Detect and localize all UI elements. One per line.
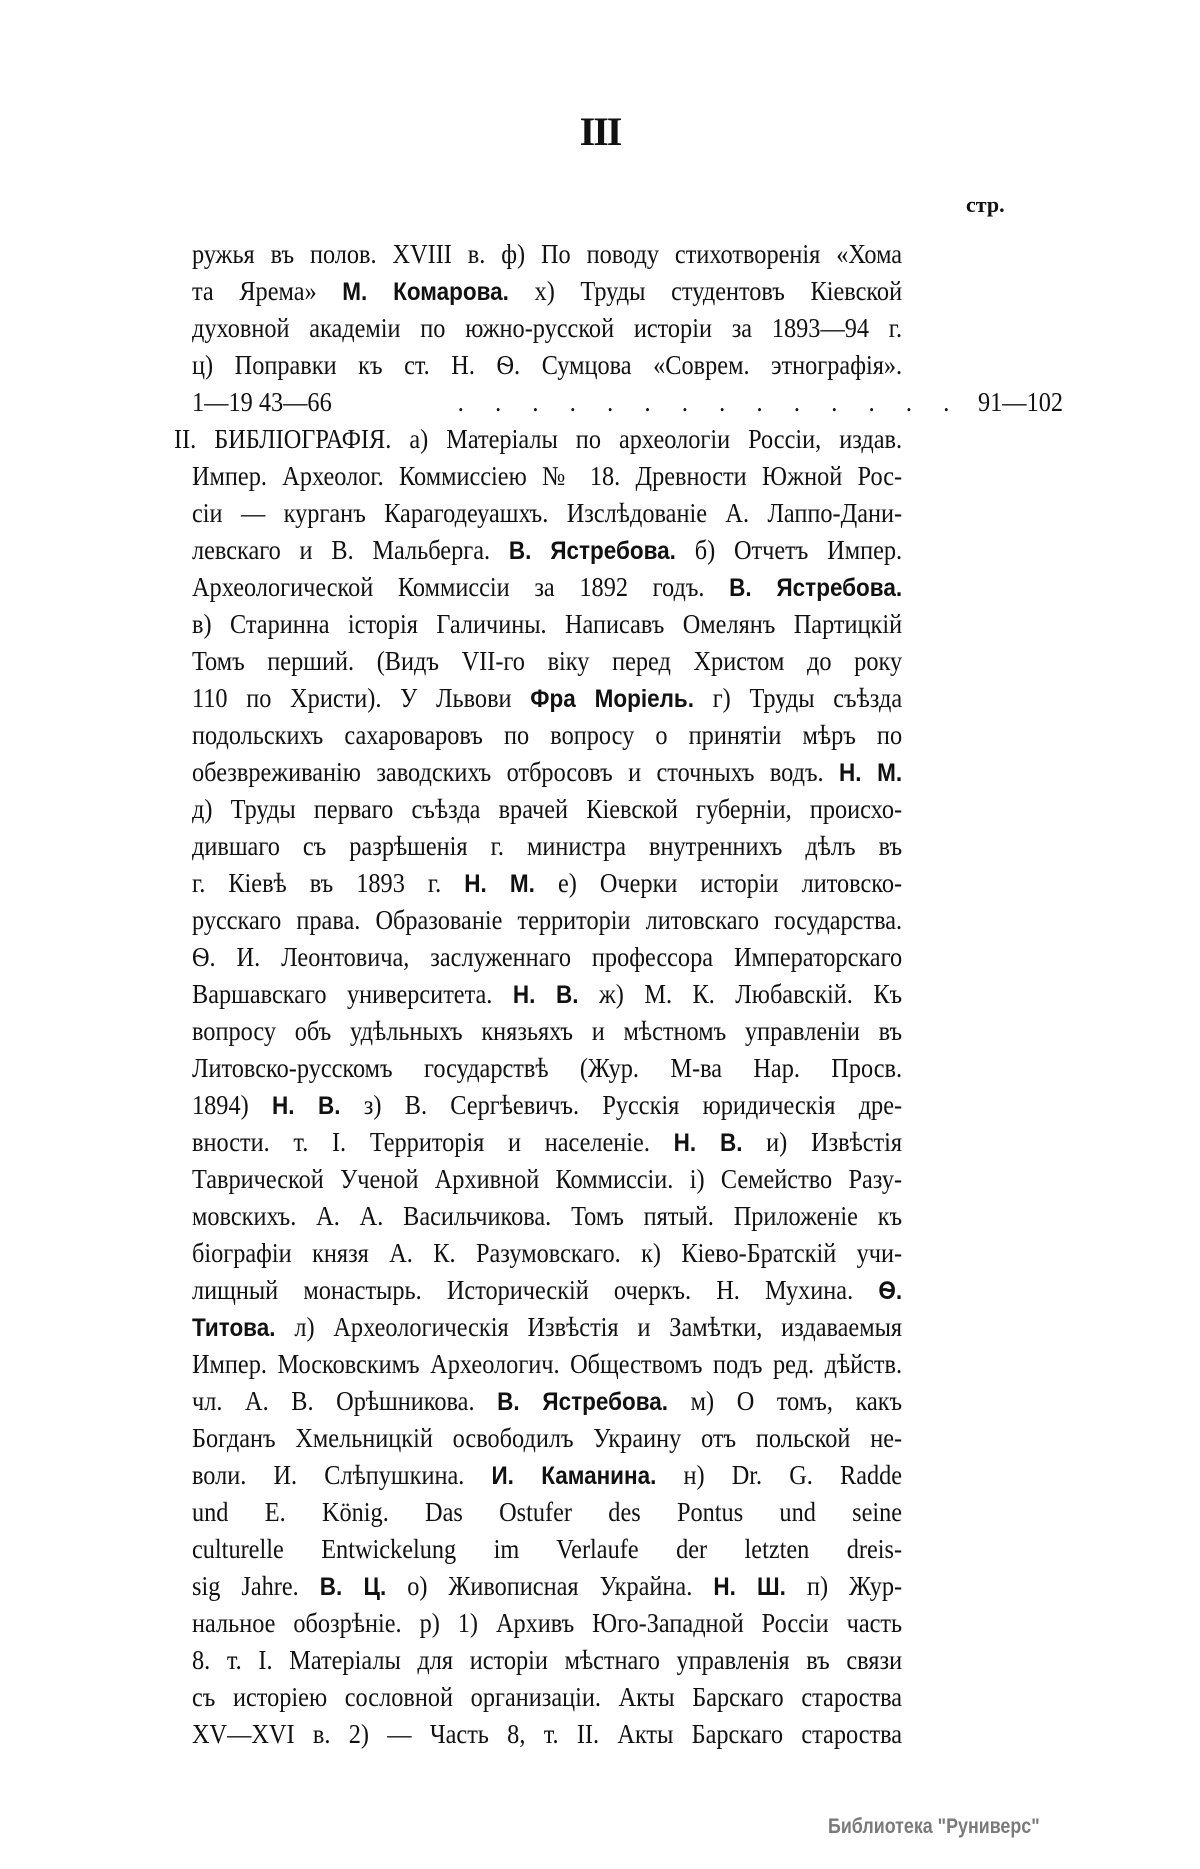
text-segment: вопросу объ удѣльныхъ князьяхъ и мѣстномъ управленіи въ [192,1016,903,1046]
text-line [192,865,902,902]
text-segment: сіи — курганъ Карагодеуашхъ. Изслѣдованіе А. Лаппо-Дани- [192,498,903,528]
text-segment: 8. т. I. Матеріалы для исторіи мѣстнаго управленія въ связи [192,1645,903,1675]
author-initials: Н. М. [839,759,903,787]
text-line [192,1124,902,1161]
text-line [192,1050,902,1087]
dot-leader: . . . . . . . . . . . . . . [457,387,962,417]
author-initials: В. Ястребова. [508,537,676,565]
author-initials: В. Ц. [319,1573,387,1601]
text-line [192,1346,902,1383]
author-initials: Н. В. [673,1129,743,1157]
page-number-roman: III [579,109,621,154]
text-segment: culturelle Entwickelung im Verlaufe der letzten dreis- [192,1534,903,1564]
text-segment: ружья въ полов. XVIII в. ф) По поводу стихотворенія «Хома [192,239,903,269]
text-line [192,1605,902,1642]
author-initials: И. Каманина. [491,1462,657,1490]
text-segment: духовной академіи по южно-русской исторіи за 1893—94 г. [192,313,903,343]
text-line [192,976,902,1013]
text-segment: л) Археологическія Извѣстія и Замѣтки, издаваемыя [275,1312,903,1342]
text-line [192,1198,902,1235]
text-line [192,569,902,606]
text-segment: та Ярема» [192,276,343,306]
text-line [192,791,902,828]
text-segment: о) Живописная Украйна. [386,1571,714,1601]
text-line [192,606,902,643]
text-segment: нальное обозрѣніе. р) 1) Архивъ Юго-Западной Россіи часть [192,1608,903,1638]
text-segment: біографіи князя А. К. Разумовскаго. к) Кіево-Братскій учи- [192,1238,903,1268]
text-segment: левскаго и В. Мальберга. [192,535,509,565]
text-line [192,1420,902,1457]
text-segment: русскаго права. Образованіе территоріи литовскаго государства. [192,905,903,935]
text-segment: Варшавскаго университета. [192,979,513,1009]
text-line [192,902,902,939]
text-line [192,1272,902,1309]
text-line [192,273,902,310]
text-line [174,421,902,458]
text-segment: м) О томъ, какъ [668,1386,903,1416]
text-line [192,1087,902,1124]
text-line [192,1235,902,1272]
text-segment: XV—XVI в. 2) — Часть 8, т. II. Акты Барскаго староства [192,1719,903,1749]
body-text [174,236,962,1753]
text-segment: sig Jahre. [192,1571,320,1601]
text-line [192,754,902,791]
author-initials: М. Комарова. [342,278,509,306]
text-segment: н) Dr. G. Radde [656,1460,903,1490]
text-line [192,347,902,384]
text-segment: з) В. Сергѣевичъ. Русскія юридическія дре- [340,1090,903,1120]
text-segment: ж) М. К. Любавскій. Къ [578,979,903,1009]
text-segment: Богданъ Хмельницкій освободилъ Украину отъ польской не- [192,1423,903,1453]
author-initials: Ѳ. [878,1277,903,1305]
text-segment: Литовско-русскомъ государствѣ (Жур. М-ва Нар. Просв. [192,1053,903,1083]
text-line [192,1568,902,1605]
text-line [192,1642,902,1679]
author-initials: Н. Ш. [713,1573,786,1601]
text-segment: мовскихъ. А. А. Васильчикова. Томъ пятый. Приложеніе къ [192,1201,903,1231]
text-line [192,310,902,347]
text-segment: 110 по Христи). У Львови [192,683,531,713]
text-segment: д) Труды перваго съѣзда врачей Кіевской губерніи, происхо- [192,794,903,824]
text-line [192,236,902,273]
text-line [192,1161,902,1198]
text-segment: вности. т. I. Территорія и населеніе. [192,1127,674,1157]
text-segment: II. БИБЛІОГРАФІЯ. а) Матеріалы по археологіи Россіи, издав. [174,424,903,454]
text-line [192,1013,902,1050]
text-segment: ц) Поправки къ ст. Н. Ѳ. Сумцова «Соврем. этнографія». [192,350,903,380]
text-segment: и) Извѣстія [742,1127,903,1157]
text-segment: und E. König. Das Ostufer des Pontus und seine [192,1497,903,1527]
author-initials: Н. М. [464,870,535,898]
text-line [192,680,902,717]
text-line [192,495,902,532]
text-line [192,1531,902,1568]
text-line [192,1309,902,1346]
text-segment: Томъ перший. (Видъ VII-го віку перед Христом до року [192,646,903,676]
text-segment: е) Очерки исторіи литовско- [534,868,903,898]
author-initials: Н. В. [271,1092,341,1120]
text-segment: дившаго съ разрѣшенія г. министра внутреннихъ дѣлъ въ [192,831,903,861]
author-initials: Н. В. [512,981,579,1009]
text-line [192,1679,902,1716]
text-segment: п) Жур- [785,1571,903,1601]
text-segment: Импер. Московскимъ Археологич. Обществомъ подъ ред. дѣйств. [192,1349,903,1379]
author-initials: Титова. [192,1314,276,1342]
text-line [192,1383,902,1420]
text-line [192,939,902,976]
text-segment: воли. И. Слѣпушкина. [192,1460,492,1490]
text-segment: съ исторіею сословной организаціи. Акты Барскаго староства [192,1682,903,1712]
toc-page-range: 91—102 [978,387,1064,417]
text-line [192,1716,902,1753]
text-segment: г. Кіевѣ въ 1893 г. [192,868,465,898]
author-initials: В. Ястребова. [729,574,903,602]
toc-entry-line [192,384,962,421]
page-column-label: стр. [966,192,1005,217]
text-segment: б) Отчетъ Импер. [675,535,903,565]
text-segment: 1894) [192,1090,272,1120]
text-segment: х) Труды студентовъ Кіевской [508,276,903,306]
library-watermark: Библиотека "Руниверс" [828,1815,1040,1838]
text-line [192,1494,902,1531]
text-line [192,717,902,754]
text-segment: г) Труды съѣзда [693,683,903,713]
text-line [192,643,902,680]
author-initials: Фра Моріель. [530,685,694,713]
text-segment: Таврической Ученой Архивной Коммиссіи. і) Семейство Разу- [192,1164,903,1194]
text-line [192,532,902,569]
text-segment: Археологической Коммиссіи за 1892 годъ. [192,572,730,602]
text-segment: обезвреживанію заводскихъ отбросовъ и сточныхъ водъ. [192,757,840,787]
text-segment: чл. А. В. Орѣшникова. [192,1386,498,1416]
text-segment: лищный монастырь. Историческій очеркъ. Н. Мухина. [192,1275,879,1305]
author-initials: В. Ястребова. [497,1388,669,1416]
text-segment: Ѳ. И. Леонтовича, заслуженнаго профессора Императорскаго [192,942,903,972]
text-segment: в) Старинна історія Галичины. Написавъ Омелянъ Партицкій [192,609,903,639]
text-segment: Импер. Археолог. Коммиссіею № 18. Древности Южной Рос- [192,461,903,491]
toc-entry-numbers: 1—19 43—66 [192,387,332,417]
text-line [192,458,902,495]
text-segment: подольскихъ сахароваровъ по вопросу о принятіи мѣръ по [192,720,903,750]
text-line [192,1457,902,1494]
text-line [192,828,902,865]
